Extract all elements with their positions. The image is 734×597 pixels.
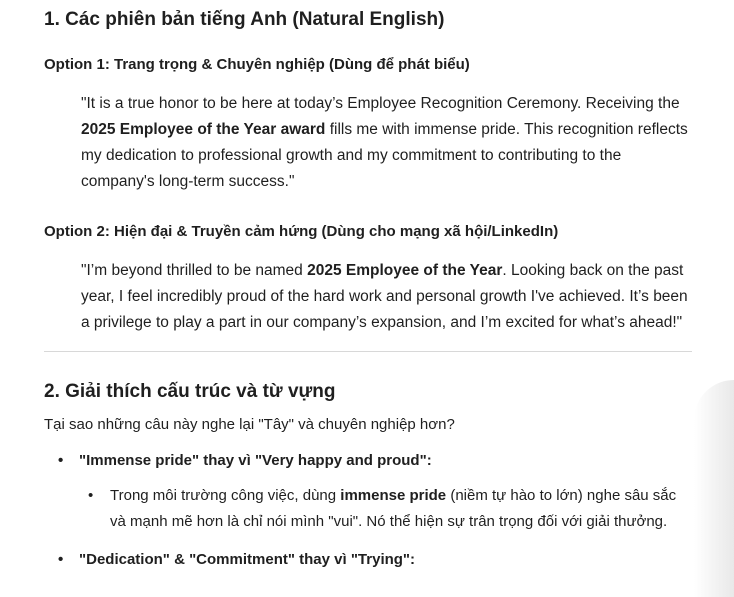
option1-quote-bold: 2025 Employee of the Year award [81,121,326,138]
section1-title: 1. Các phiên bản tiếng Anh (Natural English) [44,9,445,30]
option2-quote: "I’m beyond thrilled to be named 2025 Employee of the Year. Looking back on the past year, I feel incredibly proud of the hard work and personal growth I've achieved. It’s been a privilege to play a part in our company’s expansion, and I’m excited for what’s ahead!" [81,262,688,331]
option1-heading: Option 1: Trang trọng & Chuyên nghiệp (Dùng để phát biểu) [44,56,470,73]
section2-intro: Tại sao những câu này nghe lại "Tây" và chuyên nghiệp hơn? [44,416,455,433]
scroll-shadow [694,380,734,597]
sub-list-item: • Trong môi trường công việc, dùng immense pride (niềm tự hào to lớn) nghe sâu sắc và mạnh mẽ hơn là chỉ nói mình "vui". Nó thể hiện sự trân trọng đối với giải thưởng. [44,483,692,535]
section2-title: 2. Giải thích cấu trúc và từ vựng [44,381,336,402]
option2-quote-bold: 2025 Employee of the Year [307,262,503,279]
list-item: • "Immense pride" thay vì "Very happy and proud": [44,450,692,472]
response-content [44,0,692,571]
option1-quote: "It is a true honor to be here at today’s Employee Recognition Ceremony. Receiving the 2025 Employee of the Year award fills me with immense pride. This recognition reflects my dedication to professional growth and my commitment to contributing to the company's long-term success." [81,95,688,190]
option2-heading: Option 2: Hiện đại & Truyền cảm hứng (Dùng cho mạng xã hội/LinkedIn) [44,223,559,240]
explanation-list [44,450,692,571]
list-item: • "Dedication" & "Commitment" thay vì "Trying": [44,549,692,571]
